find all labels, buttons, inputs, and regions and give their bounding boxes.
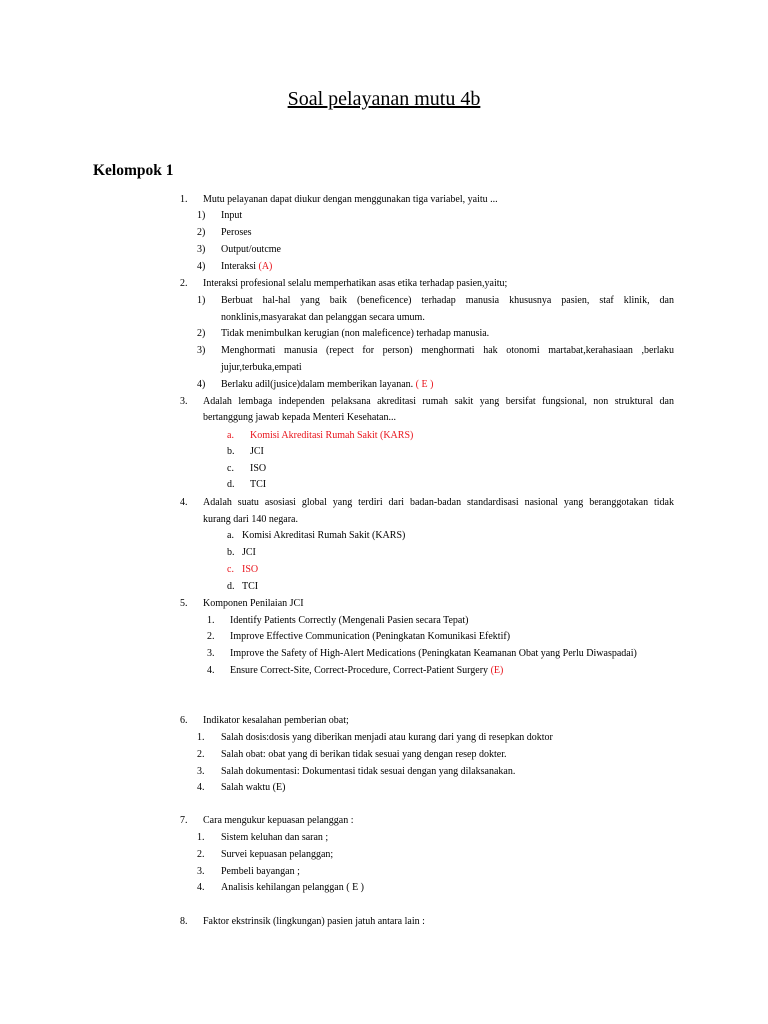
option-text: Komisi Akreditasi Rumah Sakit (KARS) <box>242 530 406 541</box>
option-item <box>230 665 503 677</box>
question-text-continued: kurang dari 140 negara. <box>203 514 298 525</box>
option-text-continued: nonklinis,masyarakat dan pelanggan secara umum. <box>221 312 425 323</box>
option-label: 3. <box>197 766 205 777</box>
option-text: Berbuat hal-hal yang baik (beneficence) terhadap manusia khususnya pasien, staf klinik, dan <box>221 295 674 306</box>
question-number: 8. <box>180 916 188 927</box>
document-title: Soal pelayanan mutu 4b <box>287 88 481 110</box>
option-label: 1. <box>197 832 205 843</box>
question-number: 6. <box>180 715 188 726</box>
question-text: Adalah suatu asosiasi global yang terdiri dari badan-badan standardisasi nasional yang beranggotakan tidak <box>203 497 674 508</box>
question-text: Indikator kesalahan pemberian obat; <box>203 715 349 726</box>
option-label: 2. <box>207 631 215 642</box>
option-label: a. <box>227 430 234 441</box>
option-label: 1) <box>197 295 206 306</box>
answer-marker: (A) <box>258 261 273 272</box>
option-text: Improve the Safety of High-Alert Medications (Peningkatan Keamanan Obat yang Perlu Diwaspadai) <box>230 648 637 659</box>
option-label: 2) <box>197 328 206 339</box>
question-number: 1. <box>180 194 188 205</box>
option-label: 3. <box>207 648 215 659</box>
answer-marker: ( E ) <box>415 379 434 390</box>
option-label: 4. <box>207 665 215 676</box>
option-label: 1) <box>197 210 206 221</box>
option-text: Berlaku adil(jusice)dalam memberikan layanan. <box>221 379 416 390</box>
section-heading: Kelompok 1 <box>93 162 174 179</box>
question-text: Cara mengukur kepuasan pelanggan : <box>203 815 354 826</box>
option-item <box>221 261 272 273</box>
option-label: 4. <box>197 782 205 793</box>
option-text: Salah dosis:dosis yang diberikan menjadi atau kurang dari yang di resepkan doktor <box>221 732 553 743</box>
option-text: Interaksi <box>221 261 259 272</box>
option-label: c. <box>227 463 234 474</box>
option-text: Identify Patients Correctly (Mengenali Pasien secara Tepat) <box>230 615 469 626</box>
option-text-answer: ISO <box>242 564 259 575</box>
option-label: 4. <box>197 882 205 893</box>
option-label: 3) <box>197 244 206 255</box>
option-text: Pembeli bayangan ; <box>221 866 300 877</box>
option-label: d. <box>227 479 235 490</box>
option-item <box>221 379 433 391</box>
option-label: 2. <box>197 749 205 760</box>
option-text: Improve Effective Communication (Peningkatan Komunikasi Efektif) <box>230 631 511 642</box>
option-text: Salah dokumentasi: Dokumentasi tidak sesuai dengan yang dilaksanakan. <box>221 766 516 777</box>
option-text: TCI <box>242 581 259 592</box>
option-label: 3) <box>197 345 206 356</box>
option-text: Ensure Correct-Site, Correct-Procedure, Correct-Patient Surgery <box>230 665 491 676</box>
question-number: 4. <box>180 497 188 508</box>
question-text: Adalah lembaga independen pelaksana akreditasi rumah sakit yang bersifat fungsional, non struktural dan <box>203 396 674 407</box>
option-text: ISO <box>250 463 267 474</box>
option-label: 1. <box>197 732 205 743</box>
option-text: JCI <box>242 547 256 558</box>
option-label: c. <box>227 564 234 575</box>
option-text: Analisis kehilangan pelanggan ( E ) <box>221 882 365 893</box>
option-text: JCI <box>250 446 264 457</box>
question-number: 3. <box>180 396 188 407</box>
question-text: Faktor ekstrinsik (lingkungan) pasien jatuh antara lain : <box>203 916 425 927</box>
option-text: TCI <box>250 479 267 490</box>
option-text: Output/outcme <box>221 244 281 255</box>
question-text: Mutu pelayanan dapat diukur dengan menggunakan tiga variabel, yaitu ... <box>203 194 498 205</box>
option-label: 1. <box>207 615 215 626</box>
option-label: 2. <box>197 849 205 860</box>
option-text: Tidak menimbulkan kerugian (non maleficence) terhadap manusia. <box>221 328 490 339</box>
question-text-continued: bertanggung jawab kepada Menteri Kesehatan... <box>203 412 396 423</box>
option-label: b. <box>227 446 235 457</box>
option-text-answer: Komisi Akreditasi Rumah Sakit (KARS) <box>250 430 414 441</box>
option-text: Menghormati manusia (repect for person) menghormati hak otonomi martabat,kerahasiaan ,berlaku <box>221 345 674 356</box>
option-text: Survei kepuasan pelanggan; <box>221 849 334 860</box>
option-label: 4) <box>197 379 206 390</box>
option-text: Input <box>221 210 243 221</box>
option-label: a. <box>227 530 234 541</box>
option-label: 4) <box>197 261 206 272</box>
question-text: Interaksi profesional selalu memperhatikan asas etika terhadap pasien,yaitu; <box>203 278 508 289</box>
answer-marker: (E) <box>490 665 504 676</box>
option-label: 2) <box>197 227 206 238</box>
option-text: Sistem keluhan dan saran ; <box>221 832 329 843</box>
question-number: 2. <box>180 278 188 289</box>
question-text: Komponen Penilaian JCI <box>203 598 304 609</box>
option-text-continued: jujur,terbuka,empati <box>221 362 302 373</box>
question-number: 5. <box>180 598 188 609</box>
option-label: 3. <box>197 866 205 877</box>
option-text: Peroses <box>221 227 252 238</box>
question-number: 7. <box>180 815 188 826</box>
option-text: Salah obat: obat yang di berikan tidak sesuai yang dengan resep dokter. <box>221 749 507 760</box>
option-label: d. <box>227 581 235 592</box>
option-text: Salah waktu (E) <box>221 782 286 793</box>
option-label: b. <box>227 547 235 558</box>
